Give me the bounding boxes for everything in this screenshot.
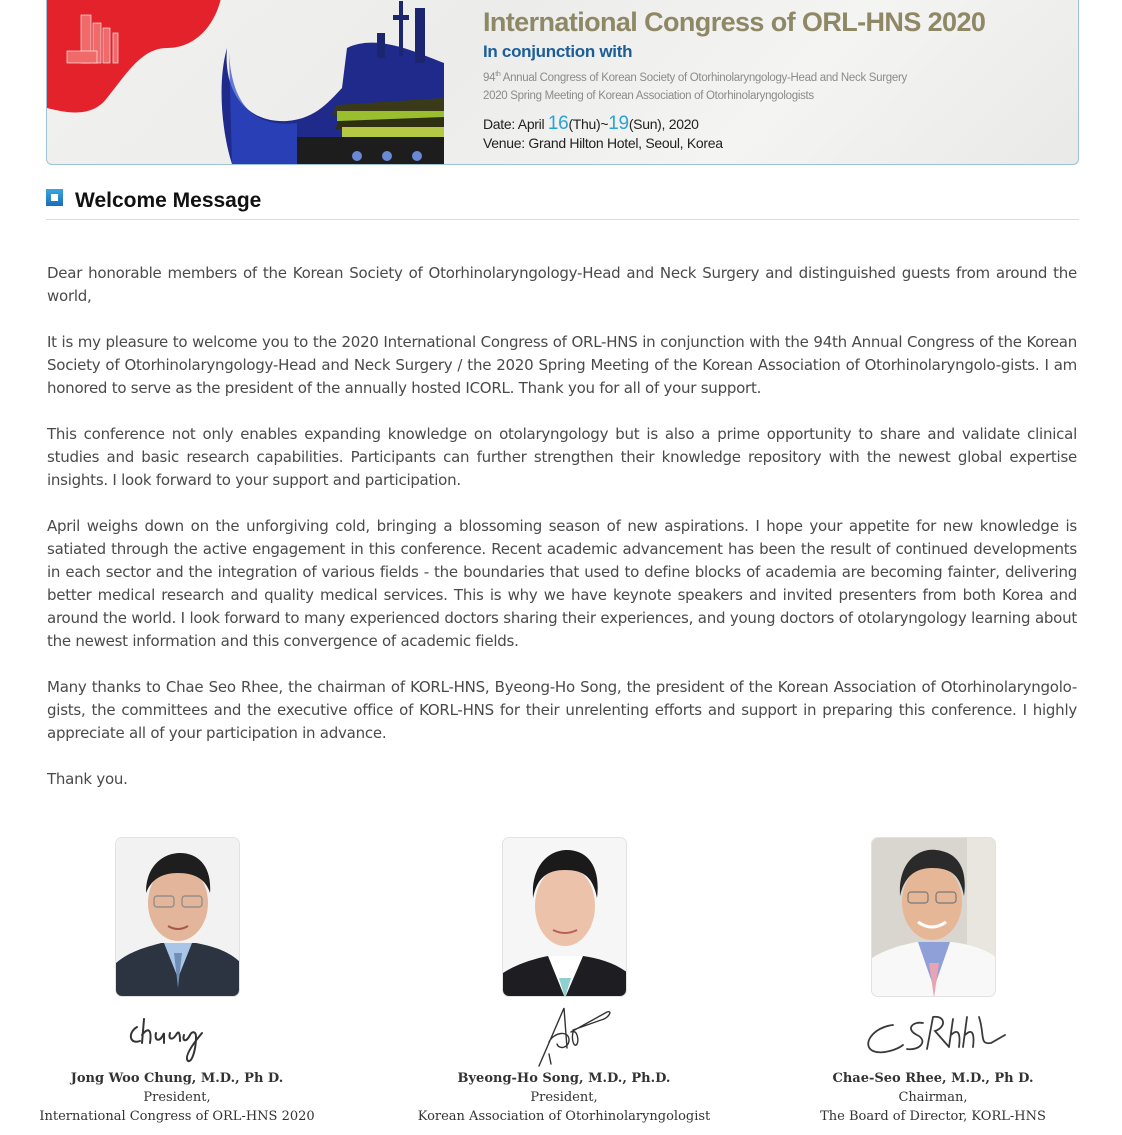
seoul-tower (399, 1, 403, 56)
seoul-skyline-illustration (47, 0, 447, 164)
banner-conjunction: In conjunction with (483, 42, 633, 61)
signatory-organization: International Congress of ORL-HNS 2020 (39, 1109, 315, 1124)
banner-venue: Venue: Grand Hilton Hotel, Seoul, Korea (483, 134, 723, 151)
signatory-rhee (768, 837, 1098, 1126)
section-title: Welcome Message (75, 189, 262, 212)
portrait-photo (502, 837, 627, 997)
signatory-song (399, 837, 729, 1126)
signatory-name: Chae-Seo Rhee, M.D., Ph D. (832, 1071, 1034, 1086)
letter-paragraph: This conference not only enables expanding knowledge on otolaryngology but is also a prime opportunity to share and validate clinical studies and basic research capabilities. Participants can further strengthen their knowledge repository with the newest global expertise insights. I look forward to your support and participation. (47, 425, 1077, 489)
letter-paragraph: April weighs down on the unforgiving cold, bringing a blossoming season of new aspirations. I hope your appetite for new knowledge is satiated through the active engagement in this conference. Recent academic advancement has been the result of continued developments in each sector and the integration of various fields - the boundaries that used to define blocks of academia are becoming fainter, delivering better medical research and quality medical services. This is why we have keynote speakers and invited presenters from both Korea and around the world. I look forward to many experienced doctors sharing their experiences, and young doctors of otolaryngology learning about the newest information and this convergence of academic fields. (47, 517, 1077, 650)
congress-banner (46, 0, 1079, 165)
banner-date: Date: April 16(Thu)~19(Sun), 2020 (483, 112, 699, 134)
signatory-name: Jong Woo Chung, M.D., Ph D. (70, 1071, 284, 1086)
signatory-name: Byeong-Ho Song, M.D., Ph.D. (457, 1071, 671, 1086)
banner-subtitle-line1: 94th Annual Congress of Korean Society of Otorhinolaryngology-Head and Neck Surgery (483, 71, 907, 84)
signature-image (399, 1001, 729, 1069)
banner-title: International Congress of ORL-HNS 2020 (483, 7, 986, 37)
signatory-role: Chairman, (898, 1090, 968, 1105)
square-bullet-icon (46, 189, 63, 206)
signatory-organization: Korean Association of Otorhinolaryngologist (417, 1109, 711, 1124)
banner-text-block (483, 7, 985, 151)
signatory-role: President, (530, 1090, 598, 1105)
portrait-photo (871, 837, 996, 997)
signature-image (12, 1001, 342, 1069)
letter-paragraph: Many thanks to Chae Seo Rhee, the chairman of KORL-HNS, Byeong-Ho Song, the president of the Korean Association of Otorhinolaryngolo-gists, the committees and the executive office of KORL-HNS for their unrelenting efforts and support in preparing this conference. I highly appreciate all of your participation in advance. (47, 678, 1077, 742)
letter-paragraph: Dear honorable members of the Korean Society of Otorhinolaryngology-Head and Neck Surgery and distinguished guests from around the world, (47, 264, 1077, 305)
signature-image (768, 1001, 1098, 1069)
letter-paragraph: It is my pleasure to welcome you to the 2020 International Congress of ORL-HNS in conjunction with the 94th Annual Congress of the Korean Society of Otorhinolaryngology-Head and Neck Surgery / the 2020 Spring Meeting of the Korean Association of Otorhinolaryngolo-gists. I am honored to serve as the president of the annually hosted ICORL. Thank you for all of your support. (47, 333, 1077, 397)
signatory-role: President, (143, 1090, 211, 1105)
banner-subtitle-line2: 2020 Spring Meeting of Korean Association of Otorhinolaryngologists (483, 89, 814, 102)
banner-subtitle (483, 66, 985, 105)
welcome-letter (47, 262, 1077, 814)
letter-closing: Thank you. (47, 770, 128, 788)
section-heading (46, 186, 1079, 220)
signatory-organization: The Board of Director, KORL-HNS (820, 1109, 1046, 1124)
signatory-chung (12, 837, 342, 1126)
portrait-photo (115, 837, 240, 997)
